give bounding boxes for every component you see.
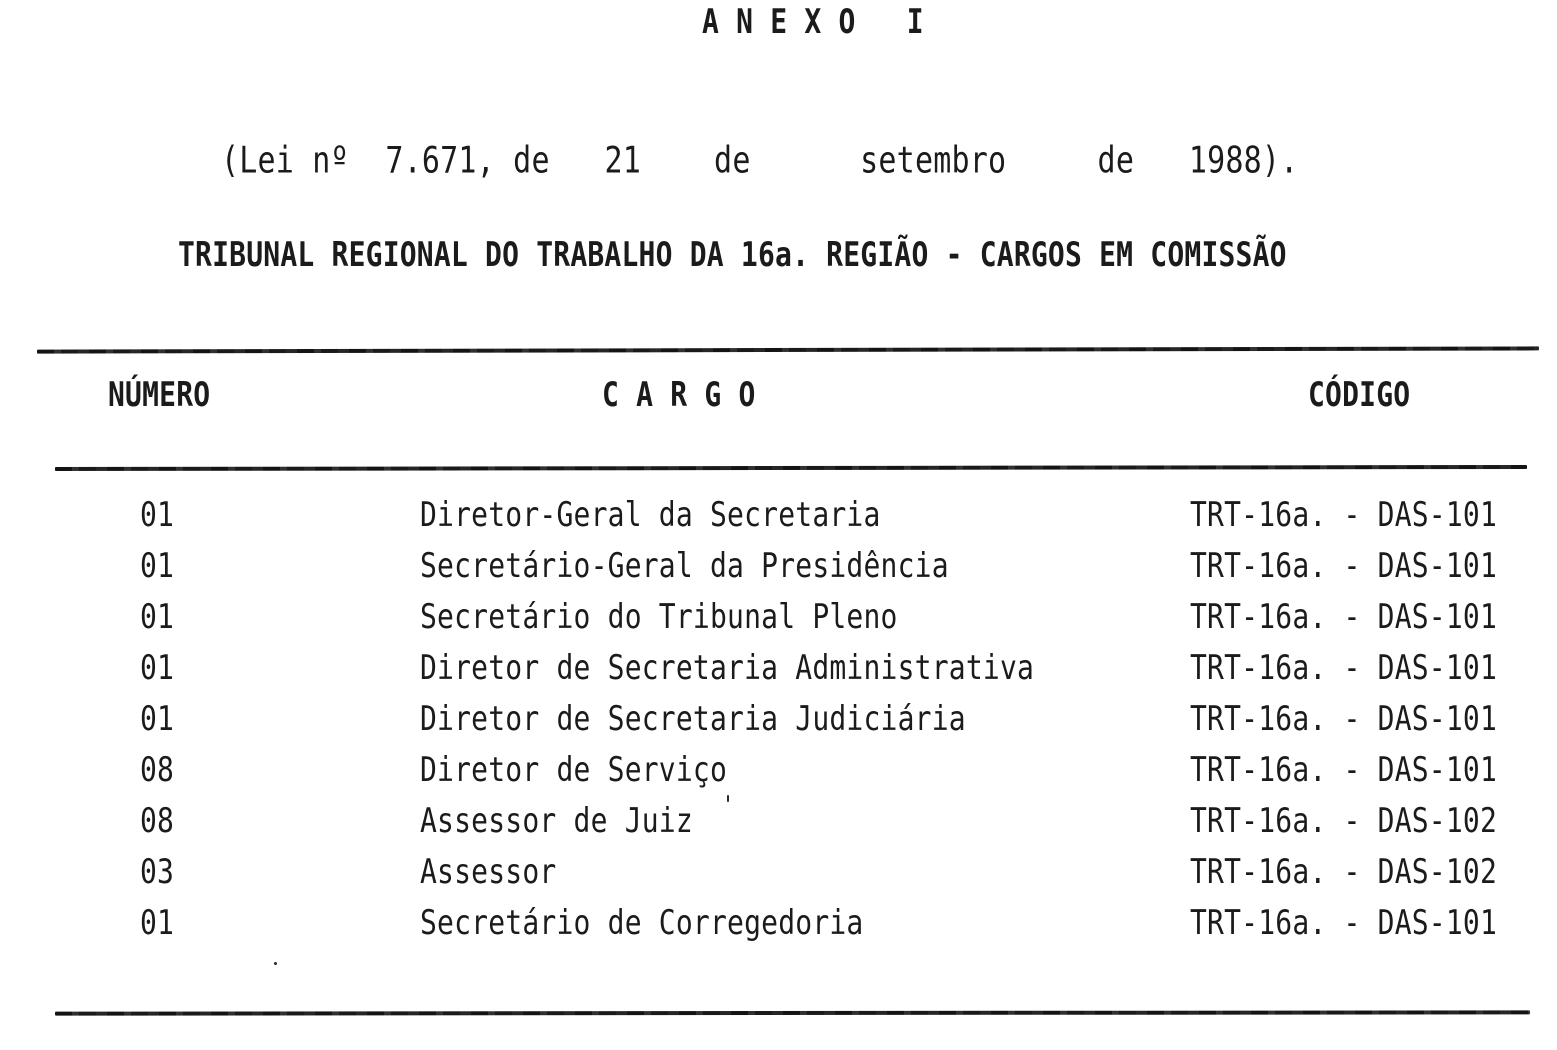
row-codigo: TRT-16a. - DAS-101 <box>1190 902 1498 943</box>
row-cargo: Diretor de Secretaria Administrativa <box>420 647 1035 688</box>
row-cargo: Diretor de Serviço <box>420 749 728 790</box>
row-numero: 01 <box>140 698 175 739</box>
document-subtitle: TRIBUNAL REGIONAL DO TRABALHO DA 16a. REGIÃO - CARGOS EM COMISSÃO <box>178 234 1287 275</box>
row-codigo: TRT-16a. - DAS-102 <box>1190 851 1498 892</box>
row-numero: 08 <box>140 800 175 841</box>
row-cargo: Secretário do Tribunal Pleno <box>420 596 898 637</box>
row-cargo: Secretário de Corregedoria <box>420 902 864 943</box>
row-cargo: Diretor de Secretaria Judiciária <box>420 698 966 739</box>
law-reference-line: (Lei nº 7.671, de 21 de setembro de 1988). <box>221 139 1299 183</box>
row-codigo: TRT-16a. - DAS-102 <box>1190 800 1498 841</box>
row-codigo: TRT-16a. - DAS-101 <box>1190 596 1498 637</box>
row-numero: 01 <box>140 545 175 586</box>
row-numero: 01 <box>140 902 175 943</box>
row-codigo: TRT-16a. - DAS-101 <box>1190 698 1498 739</box>
column-header-numero: NÚMERO <box>108 374 211 415</box>
row-codigo: TRT-16a. - DAS-101 <box>1190 545 1498 586</box>
row-cargo: Secretário-Geral da Presidência <box>420 545 949 586</box>
table-header-rule <box>55 465 1527 471</box>
scan-speck <box>727 795 729 802</box>
document-title: A N E X O I <box>702 1 924 42</box>
table-bottom-rule <box>55 1010 1530 1015</box>
row-numero: 08 <box>140 749 175 790</box>
row-codigo: TRT-16a. - DAS-101 <box>1190 647 1498 688</box>
row-codigo: TRT-16a. - DAS-101 <box>1190 749 1498 790</box>
row-cargo: Diretor-Geral da Secretaria <box>420 494 881 535</box>
row-cargo: Assessor de Juiz <box>420 800 693 841</box>
row-codigo: TRT-16a. - DAS-101 <box>1190 494 1498 535</box>
row-numero: 01 <box>140 596 175 637</box>
column-header-cargo: C A R G O <box>602 374 756 415</box>
column-header-codigo: CÓDIGO <box>1308 374 1411 415</box>
table-top-rule <box>37 346 1539 353</box>
row-numero: 01 <box>140 647 175 688</box>
scan-speck <box>274 962 277 965</box>
row-cargo: Assessor <box>420 851 557 892</box>
row-numero: 03 <box>140 851 175 892</box>
row-numero: 01 <box>140 494 175 535</box>
